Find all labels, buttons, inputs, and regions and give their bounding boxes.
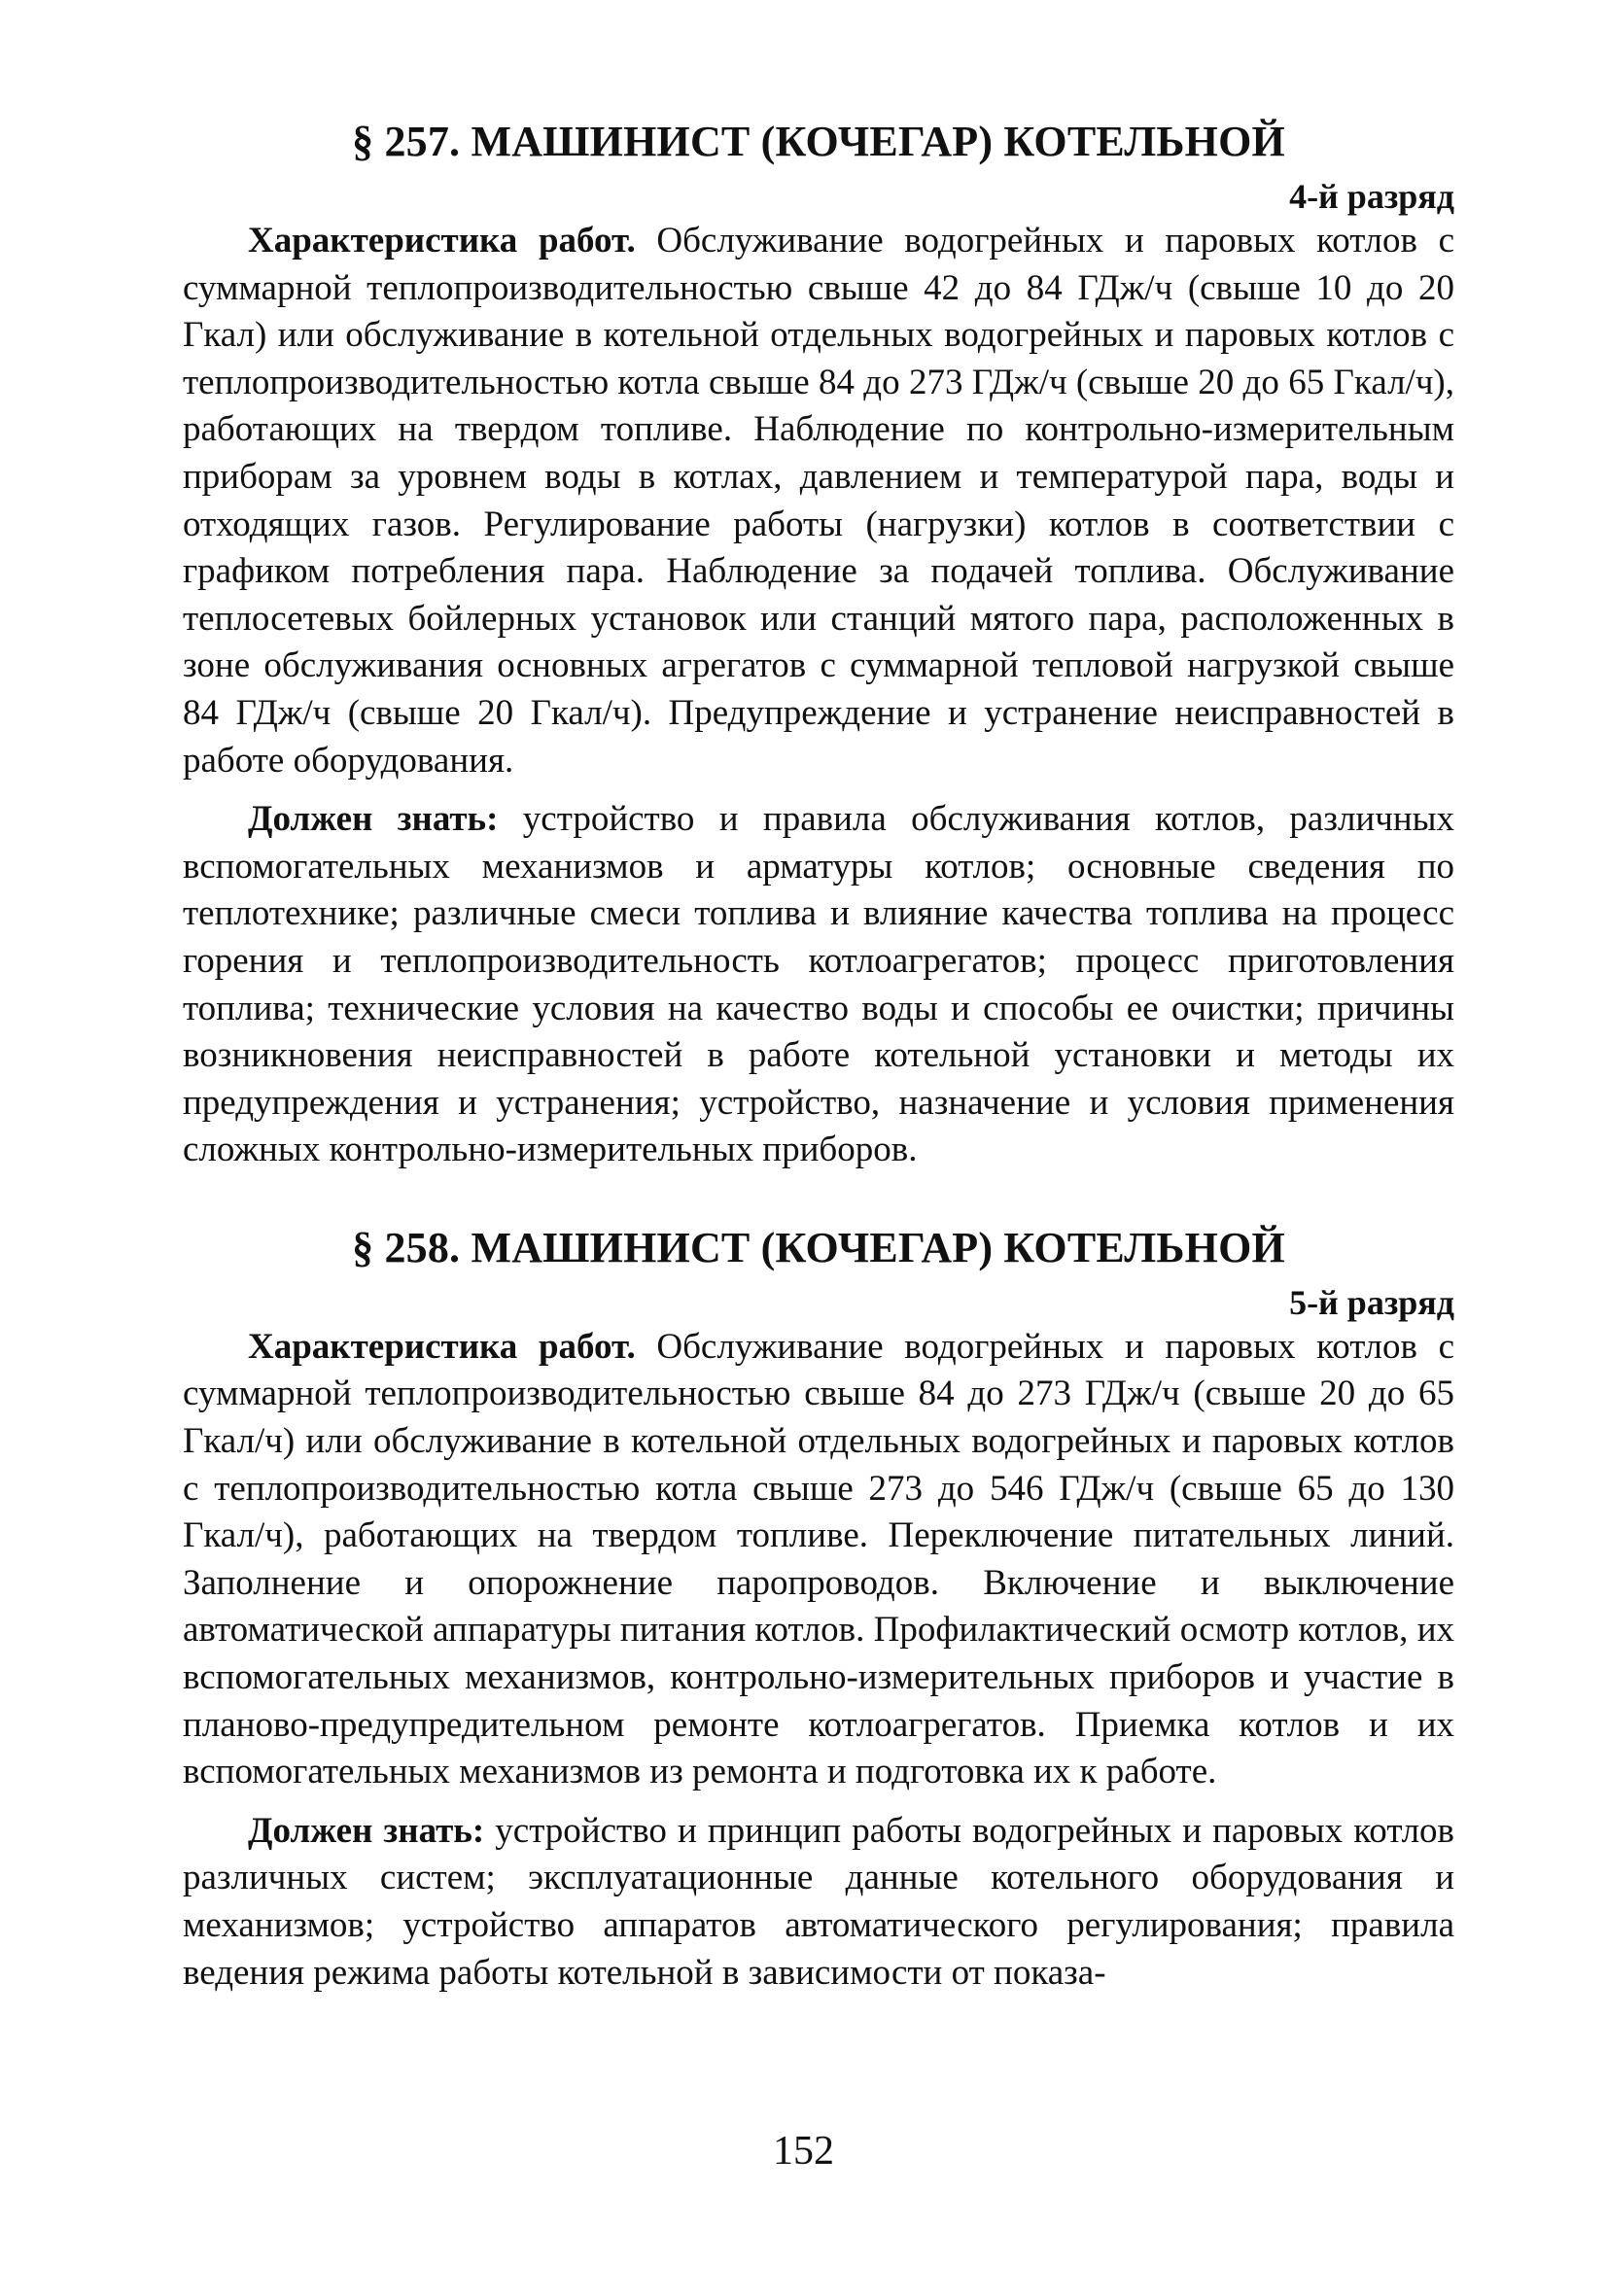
characteristics-label: Характеристика работ. <box>248 221 636 261</box>
characteristics-paragraph <box>183 218 1454 784</box>
grade-label: 5-й разряд <box>1289 1282 1454 1322</box>
must-know-label: Должен знать: <box>248 799 499 840</box>
must-know-text: устройство и правила обслуживания котлов, различных вспомогательных механизмов и арматуры котлов; основные сведения по теплотехнике; различные смеси топлива и влияние качества топлива на процесс горения и теплопроизводительность котлоагрегатов; процесс приготовления топлива; технические условия на качество воды и способы ее очистки; причины возникновения неисправностей в работе котельной установки и методы их предупреждения и устранения; устройство, назначение и условия применения сложных контрольно-измерительных приборов. <box>183 799 1455 1170</box>
section-spacer <box>183 1174 1454 1221</box>
must-know-paragraph <box>183 1808 1454 1997</box>
section-title: § 258. МАШИНИСТ (КОЧЕГАР) КОТЕЛЬНОЙ <box>352 1223 1285 1271</box>
must-know-text: устройство и принцип работы водогрейных и паровых котлов различных систем; эксплуатационные данные котельного оборудования и механизмов; устройство аппаратов автоматического регулирования; правила ведения режима работы котельной в зависимости от показа- <box>183 1810 1455 1993</box>
characteristics-label: Характеристика работ. <box>248 1326 636 1367</box>
section-258 <box>183 1221 1454 1997</box>
page-content <box>183 115 1454 1997</box>
characteristics-text: Обслуживание водогрейных и паровых котлов с суммарной теплопроизводительностью свыше 42 до 84 ГДж/ч (свыше 10 до 20 Гкал) или обслуживание в котельной отдельных водогрейных и паровых котлов с теплопроизводительностью котла свыше 84 до 273 ГДж/ч (свыше 20 до 65 Гкал/ч), работающих на твердом топливе. Наблюдение по контрольно-измерительным приборам за уровнем воды в котлах, давлением и температурой пара, воды и отходящих газов. Регулирование работы (нагрузки) котлов в соответствии с графиком потребления пара. Наблюдение за подачей топлива. Обслуживание теплосетевых бойлерных установок или станций мятого пара, расположенных в зоне обслуживания основных агрегатов с суммарной тепловой нагрузкой свыше 84 ГДж/ч (свыше 20 Гкал/ч). Предупреждение и устранение неисправностей в работе оборудования. <box>183 221 1455 781</box>
section-257 <box>183 115 1454 1174</box>
section-title: § 257. МАШИНИСТ (КОЧЕГАР) КОТЕЛЬНОЙ <box>352 118 1285 165</box>
must-know-paragraph <box>183 796 1454 1174</box>
page-number: 152 <box>773 2129 834 2174</box>
characteristics-paragraph <box>183 1324 1454 1796</box>
grade-label: 4-й разряд <box>1289 177 1454 216</box>
characteristics-text: Обслуживание водогрейных и паровых котлов с суммарной теплопроизводительностью свыше 84 до 273 ГДж/ч (свыше 20 до 65 Гкал/ч) или обслуживание в котельной отдельных водогрейных и паровых котлов с теплопроизводительностью котла свыше 273 до 546 ГДж/ч (свыше 65 до 130 Гкал/ч), работающих на твердом топливе. Переключение питательных линий. Заполнение и опорожнение паропроводов. Включение и выключение автоматической аппаратуры питания котлов. Профилактический осмотр котлов, их вспомогательных механизмов, контрольно-измерительных приборов и участие в планово-предупредительном ремонте котлоагрегатов. Приемка котлов и их вспомогательных механизмов из ремонта и подготовка их к работе. <box>183 1326 1455 1792</box>
must-know-label: Должен знать: <box>248 1810 485 1851</box>
